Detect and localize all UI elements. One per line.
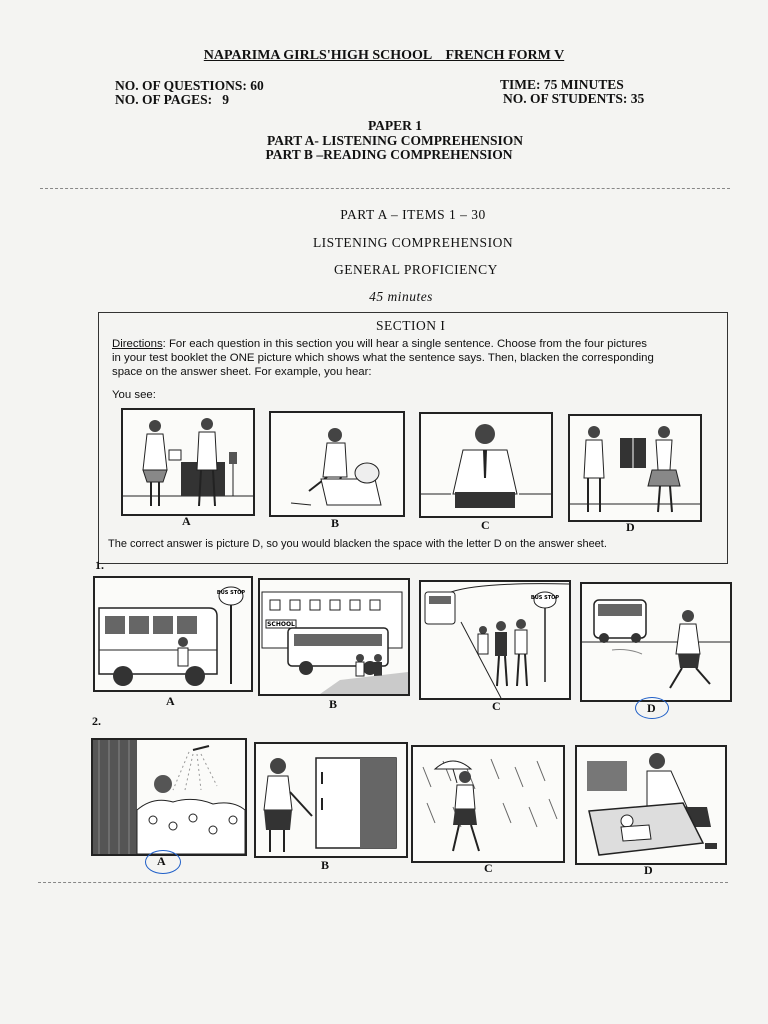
directions-line-1 bbox=[112, 337, 647, 351]
bottom-divider bbox=[38, 882, 728, 883]
q2-letter-c: C bbox=[484, 861, 493, 875]
q2-letter-b: B bbox=[321, 858, 330, 872]
general-proficiency: GENERAL PROFICIENCY bbox=[334, 262, 498, 277]
q1a-bus-stop-sign: BUS STOP bbox=[216, 590, 246, 596]
example-picture-a bbox=[121, 408, 255, 516]
q1-picture-b bbox=[258, 578, 410, 696]
directions-line-3: space on the answer sheet. For example, you hear: bbox=[112, 366, 372, 378]
part-b-heading: PART B –READING COMPREHENSION bbox=[265, 147, 513, 162]
q2-picture-a bbox=[91, 738, 247, 856]
listening-heading: LISTENING COMPREHENSION bbox=[312, 235, 514, 250]
question-1-number: 1. bbox=[95, 558, 104, 572]
question-count: NO. OF QUESTIONS: 60 bbox=[115, 78, 264, 93]
q1b-school-sign: SCHOOL bbox=[267, 621, 295, 628]
question-2-number: 2. bbox=[92, 714, 101, 728]
q2-letter-d: D bbox=[644, 863, 653, 877]
q1-letter-c: C bbox=[492, 699, 501, 713]
example-picture-c bbox=[419, 412, 553, 518]
q2-picture-c bbox=[411, 745, 565, 863]
divider bbox=[40, 188, 730, 189]
q1-picture-a bbox=[93, 576, 253, 692]
directions-text: : For each question in this section you will hear a single sentence. Choose from the four pictures bbox=[162, 338, 647, 350]
q1-letter-b: B bbox=[329, 697, 338, 711]
document-title: NAPARIMA GIRLS'HIGH SCHOOL FRENCH FORM V bbox=[203, 48, 565, 63]
q2-picture-b bbox=[254, 742, 408, 858]
q1-letter-d: D bbox=[647, 701, 656, 715]
directions-line-2: in your test booklet the ONE picture which shows what the sentence says. Then, blacken the corresponding bbox=[112, 352, 654, 364]
exam-time: TIME: 75 MINUTES bbox=[500, 77, 624, 92]
q1c-bus-stop-sign: BUS STOP bbox=[530, 595, 560, 601]
page-count: NO. OF PAGES: 9 bbox=[115, 92, 229, 107]
items-range: PART A – ITEMS 1 – 30 bbox=[340, 207, 486, 222]
example-letter-d: D bbox=[626, 520, 635, 534]
q1-picture-d bbox=[580, 582, 732, 702]
correct-answer-note: The correct answer is picture D, so you would blacken the space with the letter D on the answer sheet. bbox=[108, 538, 607, 550]
q2-letter-a: A bbox=[157, 854, 166, 868]
directions-label: Directions bbox=[112, 338, 163, 350]
example-picture-b bbox=[269, 411, 405, 517]
example-picture-d bbox=[568, 414, 702, 522]
q1-picture-c bbox=[419, 580, 571, 700]
example-letter-b: B bbox=[331, 516, 340, 530]
example-letter-a: A bbox=[182, 514, 191, 528]
part-a-heading: PART A- LISTENING COMPREHENSION bbox=[267, 133, 523, 148]
duration: 45 minutes bbox=[369, 289, 433, 304]
student-count: NO. OF STUDENTS: 35 bbox=[503, 91, 645, 106]
paper-number: PAPER 1 bbox=[367, 118, 423, 133]
q1-letter-a: A bbox=[166, 694, 175, 708]
q2-picture-d bbox=[575, 745, 727, 865]
you-see-label: You see: bbox=[112, 389, 156, 401]
section-heading: SECTION I bbox=[376, 318, 446, 333]
example-letter-c: C bbox=[481, 518, 490, 532]
